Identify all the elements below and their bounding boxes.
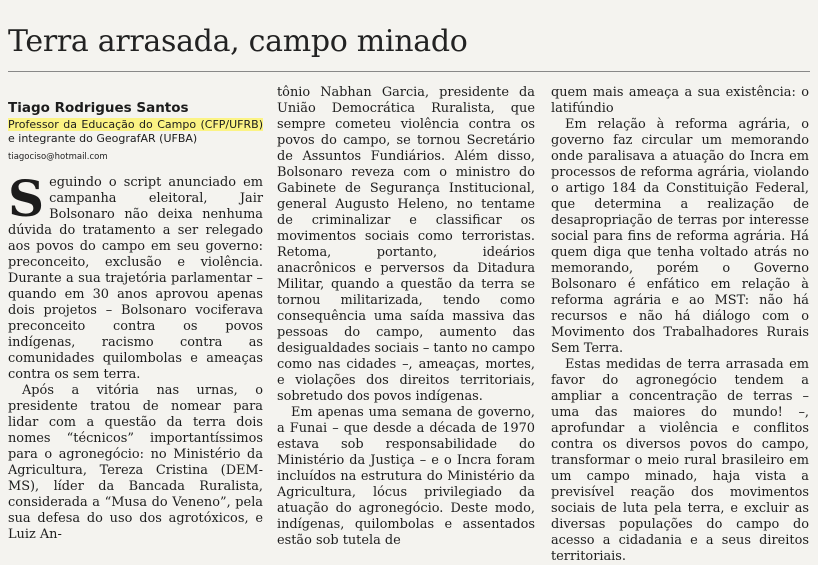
highlighted-affiliation: Professor da Educação do Campo (CFP/UFRB) <box>8 118 263 131</box>
column-1-paragraph-2: Após a vitória nas urnas, o presidente tratou de nomear para lidar com a questão da terra dois nomes “técnicos” importantíssimos para o agronegócio: no Ministério da Agricultura, Tereza Cristina (DEM-MS), líder da Bancada Ruralista, considerada a “Musa do Veneno”, pela sua defesa do uso dos agrotóxicos, e Luiz An- <box>8 383 263 542</box>
column-2 <box>277 85 535 549</box>
column-3-paragraph-2: Em relação à reforma agrária, o governo faz circular um memorando onde paralisava a atuação do Incra em processos de reforma agrária, violando o artigo 184 da Constituição Federal, que determina a realização de desapropriação de terras por interesse social para fins de reforma agrária. Há quem diga que tenha voltado atrás no memorando, porém o Governo Bolsonaro é enfático em relação à reforma agrária e ao MST: não há recursos e não há diálogo com o Movimento dos Trabalhadores Rurais Sem Terra. <box>551 117 809 356</box>
author-email: tiagociso@hotmail.com <box>8 152 108 162</box>
headline-divider <box>8 71 810 72</box>
column-1-paragraph-1-text: eguindo o script anunciado em campanha eleitoral, Jair Bolsonaro não deixa nenhuma dúvida do tratamento a ser relegado aos povos do campo em seu governo: preconceito, exclusão e violência. Durante a sua trajetória parlamentar – quando em 30 anos aprovou apenas dois projetos – Bolsonaro vociferava preconceito contra os povos indígenas, racismo contra as comunidades quilombolas e ameaças contra os sem terra. <box>8 175 263 382</box>
column-2-paragraph-1: tônio Nabhan Garcia, presidente da União Democrática Ruralista, que sempre cometeu violência contra os povos do campo, se tornou Secretário de Assuntos Fundiários. Além disso, Bolsonaro reveza com o ministro do Gabinete de Segurança Institucional, general Augusto Heleno, no tentame de criminalizar e classificar os movimentos sociais como terroristas. Retoma, portanto, ideários anacrônicos e perversos da Ditadura Militar, quando a questão da terra se tornou militarizada, tendo como consequência uma saída massiva das pessoas do campo, aumento das desigualdades sociais – tanto no campo como nas cidades –, ameaças, mortes, e violações dos direitos territoriais, sobretudo dos povos indígenas. <box>277 85 535 404</box>
affiliation-rest: e integrante do GeografAR (UFBA) <box>8 132 198 145</box>
column-1 <box>8 100 263 543</box>
column-1-paragraph-1 <box>8 169 263 383</box>
column-3-paragraph-1: quem mais ameaça a sua existência: o latifúndio <box>551 85 809 116</box>
author-affiliation <box>8 118 263 146</box>
article-headline: Terra arrasada, campo minado <box>8 24 468 59</box>
column-3 <box>551 85 809 565</box>
drop-cap: S <box>8 169 45 228</box>
author-name: Tiago Rodrigues Santos <box>8 100 189 116</box>
column-2-paragraph-2: Em apenas uma semana de governo, a Funai – que desde a década de 1970 estava sob responsabilidade do Ministério da Justiça – e o Incra foram incluídos na estrutura do Ministério da Agricultura, lócus privilegiado da atuação do agronegócio. Deste modo, indígenas, quilombolas e assentados estão sob tutela de <box>277 405 535 548</box>
column-3-paragraph-3: Estas medidas de terra arrasada em favor do agronegócio tendem a ampliar a concentração de terras – uma das maiores do mundo! –, aprofundar a violência e conflitos contra os diversos povos do campo, transformar o meio rural brasileiro em um campo minado, haja vista a previsível reação dos movimentos sociais de luta pela terra, e excluir as diversas populações do campo do acesso a cidadania e a seus direitos territoriais. <box>551 357 809 564</box>
